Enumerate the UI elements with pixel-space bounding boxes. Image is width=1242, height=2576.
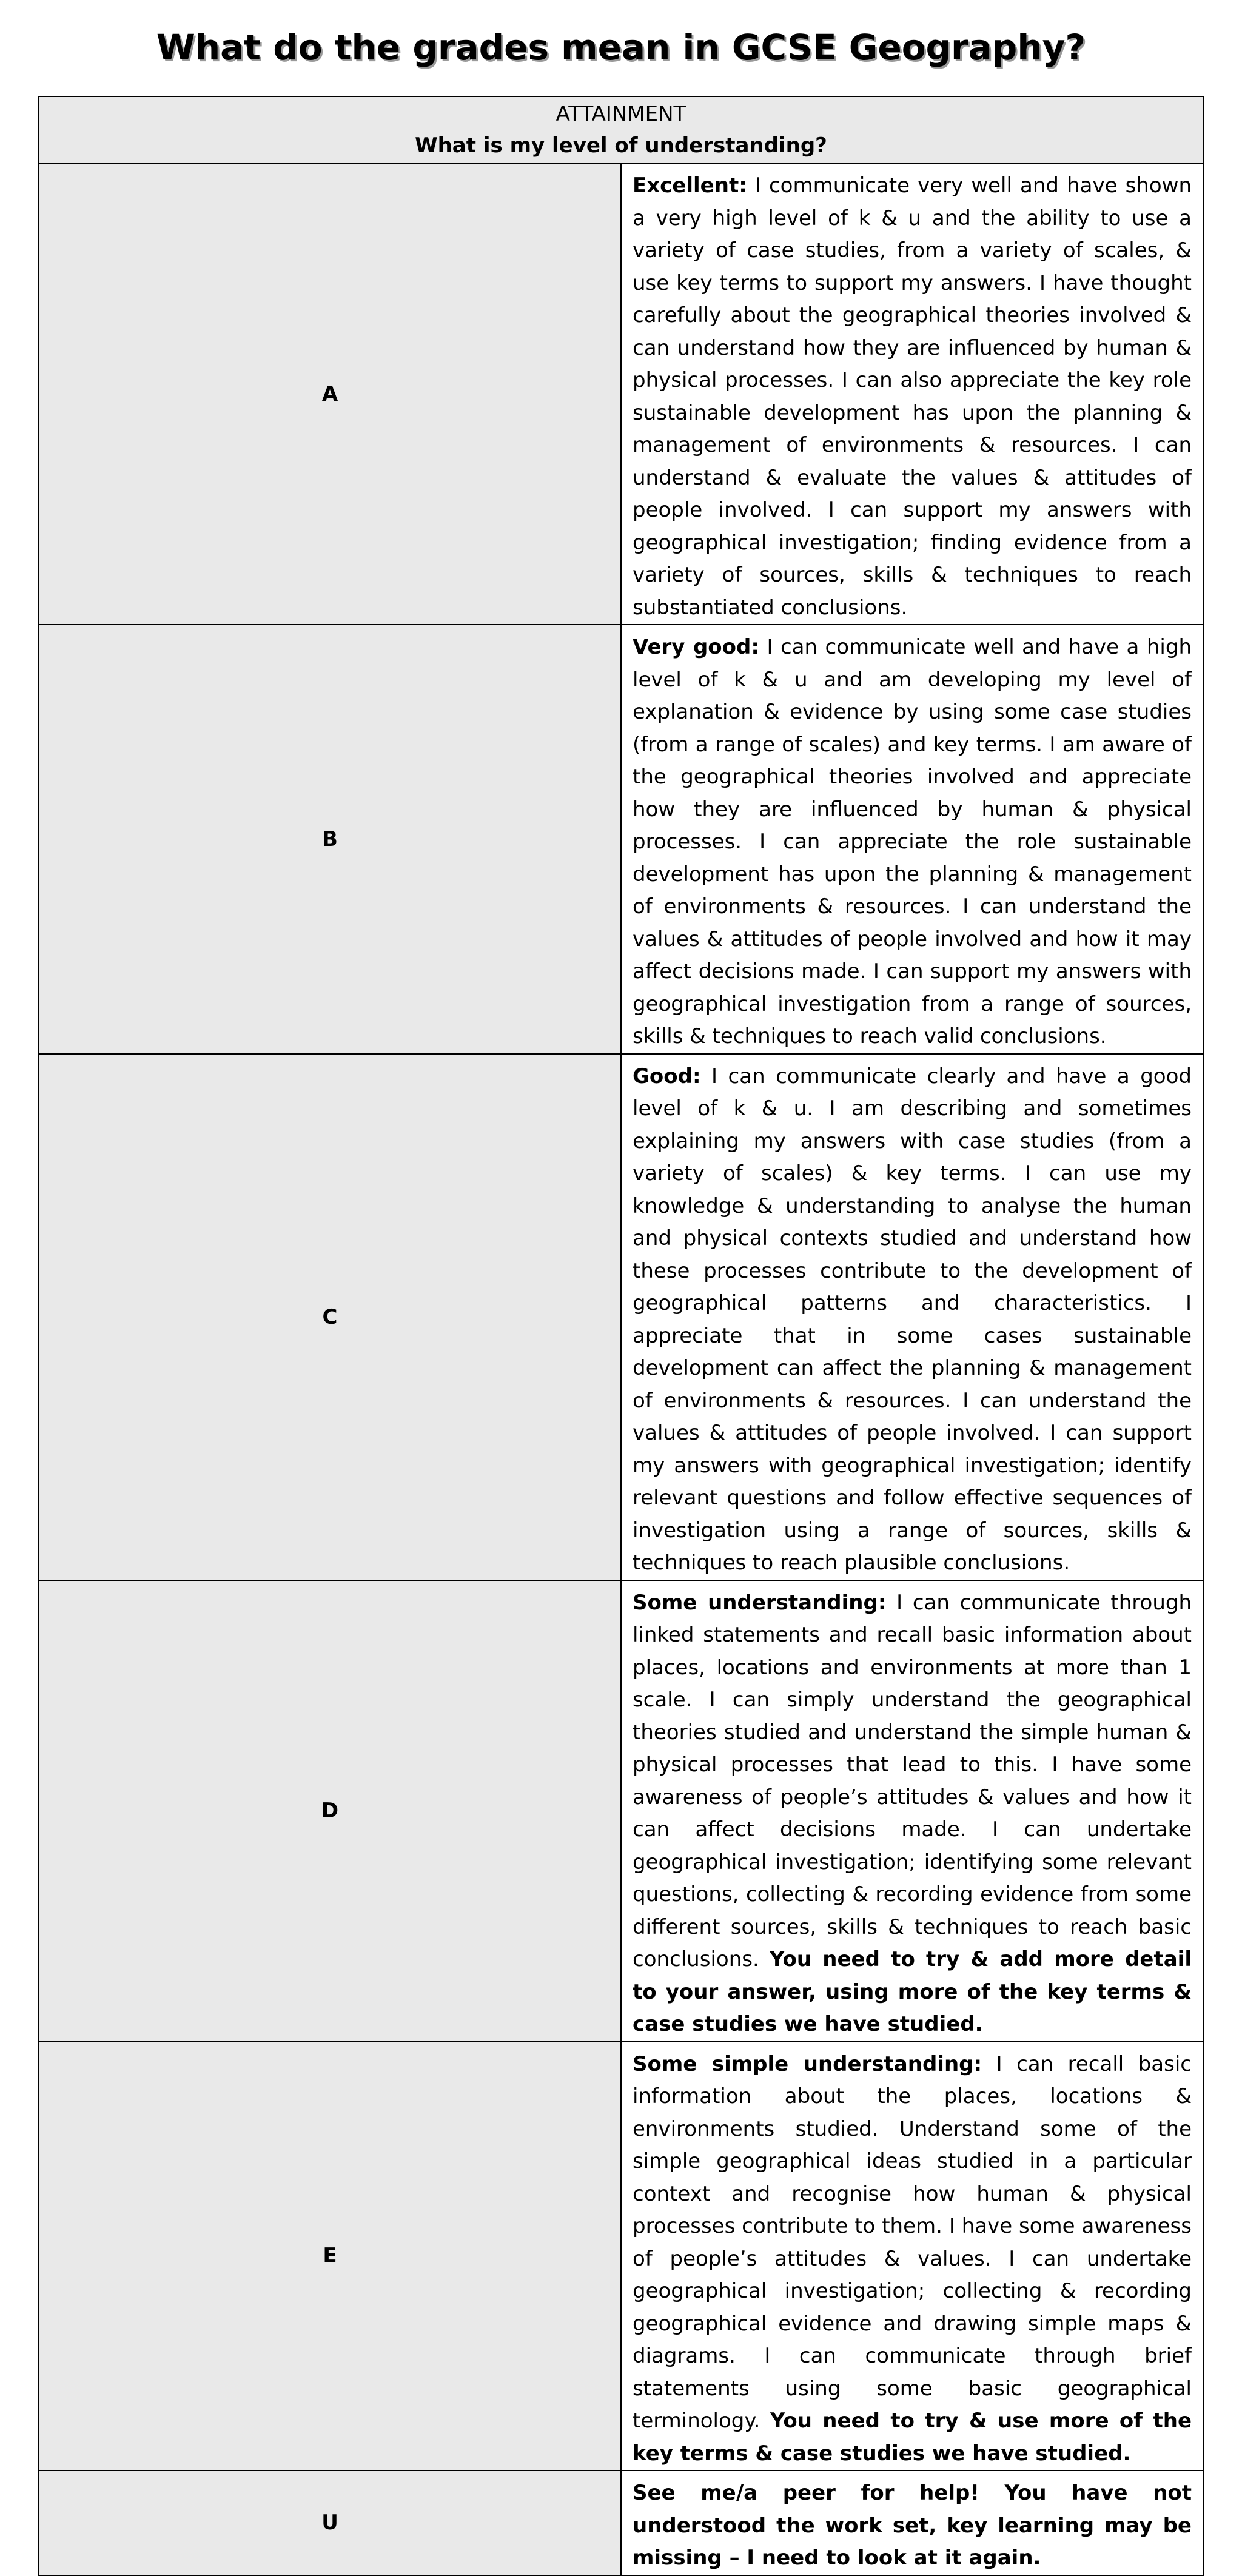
grade-lead: Some simple understanding: [633, 2051, 982, 2076]
grade-lead: Some understanding: [633, 1590, 887, 1615]
grade-text: I can recall basic information about the places, locations & environments studied. Understand some of the simple geographical ideas studied in a particular context and recognise how human & physical processes contribute to them. I have some awareness of people’s attitudes & values. I can undertake geographical investigation; collecting & recording geographical evidence and drawing simple maps & diagrams. I can communicate through brief statements using some basic geographical terminology. [633, 2051, 1192, 2433]
grade-row-d [39, 1580, 1203, 2042]
grade-description [621, 625, 1203, 1054]
grade-row-u [39, 2470, 1203, 2575]
grade-text: I can communicate through linked statements and recall basic information about places, locations and environments at more than 1 scale. I can simply understand the geographical theories studied and understand the simple human & physical processes that lead to this. I have some awareness of people’s attitudes & values and how it can affect decisions made. I can undertake geographical investigation; identifying some relevant questions, collecting & recording evidence from some different sources, skills & techniques to reach basic conclusions. [633, 1590, 1192, 1971]
grade-description [621, 2470, 1203, 2575]
header-question: What is my level of understanding? [415, 133, 827, 158]
grade-row-c [39, 1054, 1203, 1580]
grade-row-e [39, 2042, 1203, 2471]
grade-row-b [39, 625, 1203, 1054]
grade-advice: You need to try & add more detail to your answer, using more of the key terms & case studies we have studied. [633, 1947, 1192, 2036]
grade-lead: Excellent: [633, 173, 747, 198]
header-attainment: ATTAINMENT [556, 102, 686, 126]
page-title: What do the grades mean in GCSE Geography? [156, 27, 1086, 68]
table-header [39, 96, 1203, 163]
table-header-row [39, 96, 1203, 163]
grade-letter: C [39, 1054, 621, 1580]
grade-description [621, 1580, 1203, 2042]
grade-letter: B [39, 625, 621, 1054]
grade-description [621, 163, 1203, 625]
grade-text: I can communicate clearly and have a good level of k & u. I am describing and sometimes explaining my answers with case studies (from a variety of scales) & key terms. I can use my knowledge & understanding to analyse the human and physical contexts studied and understand how these processes contribute to the development of geographical patterns and characteristics. I appreciate that in some cases sustainable development can affect the planning & management of environments & resources. I can understand the values & attitudes of people involved. I can support my answers with geographical investigation; identify relevant questions and follow effective sequences of investigation using a range of sources, skills & techniques to reach plausible conclusions. [633, 1064, 1192, 1575]
grade-description [621, 2042, 1203, 2471]
grade-lead: Good: [633, 1064, 701, 1088]
grade-letter: E [39, 2042, 621, 2471]
grade-advice: You need to try & use more of the key terms & case studies we have studied. [633, 2409, 1192, 2466]
grade-text: I communicate very well and have shown a very high level of k & u and the ability to use a variety of case studies, from a variety of scales, & use key terms to support my answers. I have thought carefully about the geographical theories involved & can understand how they are influenced by human & physical processes. I can also appreciate the key role sustainable development has upon the planning & management of environments & resources. I can understand & evaluate the values & attitudes of people involved. I can support my answers with geographical investigation; finding evidence from a variety of sources, skills & techniques to reach substantiated conclusions. [633, 173, 1192, 620]
grades-table [38, 96, 1204, 2576]
grade-letter: D [39, 1580, 621, 2042]
grade-letter: A [39, 163, 621, 625]
grade-lead: See me/a peer for help! You have not understood the work set, key learning may be missing – I need to look at it again. [633, 2481, 1192, 2570]
grade-text: I can communicate well and have a high level of k & u and am developing my level of explanation & evidence by using some case studies (from a range of scales) and key terms. I am aware of the geographical theories involved and appreciate how they are influenced by human & physical processes. I can appreciate the role sustainable development has upon the planning & management of environments & resources. I can understand the values & attitudes of people involved and how it may affect decisions made. I can support my answers with geographical investigation from a range of sources, skills & techniques to reach valid conclusions. [633, 635, 1192, 1048]
grade-description [621, 1054, 1203, 1580]
grade-row-a [39, 163, 1203, 625]
grade-lead: Very good: [633, 635, 759, 659]
grade-letter: U [39, 2470, 621, 2575]
